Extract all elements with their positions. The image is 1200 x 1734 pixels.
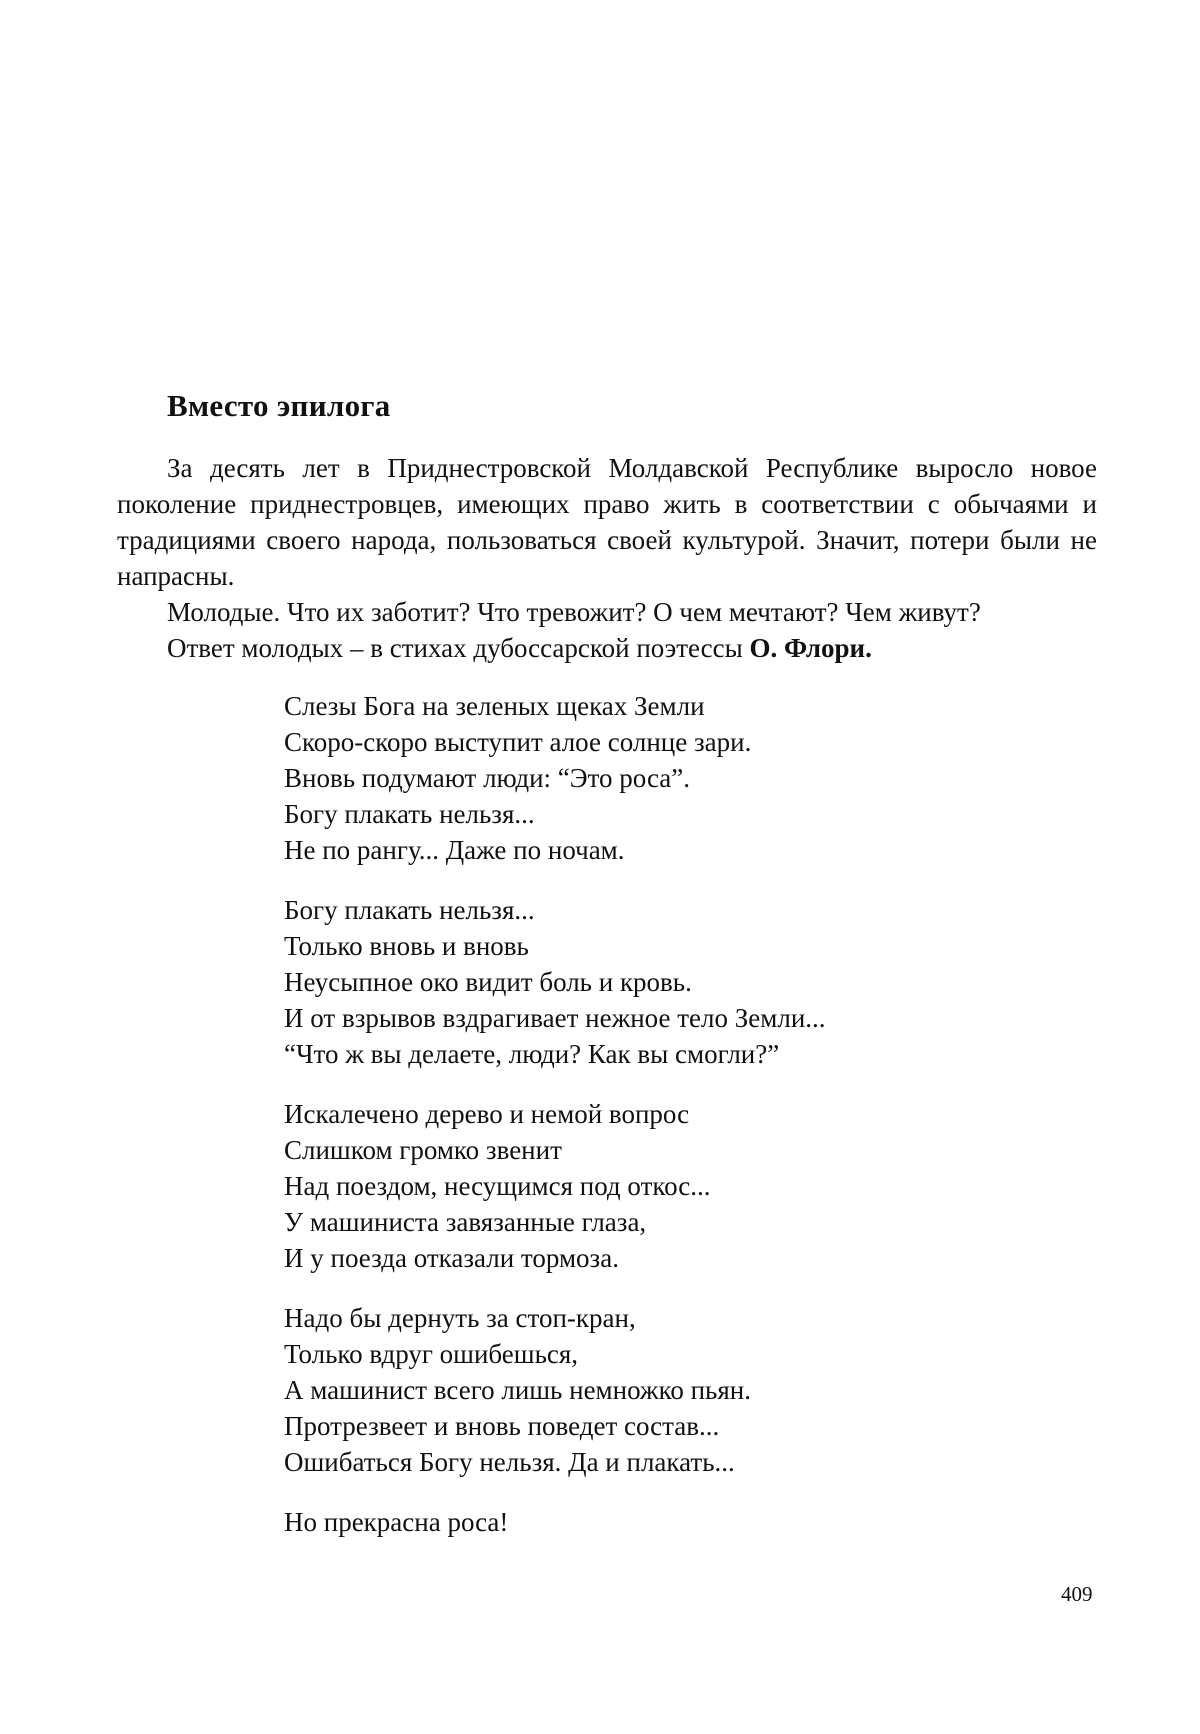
prose-paragraph-3: [117, 630, 1097, 666]
prose-paragraph-1: За десять лет в Приднестровской Молдавской Республике выросло новое поколение приднестровцев, имеющих право жить в соответствии с обычаями и традициями своего народа, пользоваться своей культурой. Значит, потери были не напрасны.: [117, 453, 1097, 591]
poem-line: Только вновь и вновь: [284, 931, 529, 961]
poem-line: Слишком громко звенит: [284, 1135, 562, 1165]
poem-line: Богу плакать нельзя...: [284, 799, 535, 829]
poem-line: А машинист всего лишь немножко пьян.: [284, 1375, 751, 1405]
poem-line: Слезы Бога на зеленых щеках Земли: [284, 691, 705, 721]
prose-paragraph-3-text: Ответ молодых – в стихах дубоссарской поэтессы: [167, 633, 750, 663]
chapter-heading: Вместо эпилога: [167, 388, 391, 423]
poem-line: Но прекрасна роса!: [284, 1507, 509, 1537]
poem-stanza-5: [284, 1504, 826, 1540]
poem-line: “Что ж вы делаете, люди? Как вы смогли?”: [284, 1039, 780, 1069]
poem-line: Вновь подумают люди: “Это роса”.: [284, 763, 690, 793]
poem-line: Неусыпное око видит боль и кровь.: [284, 967, 692, 997]
poem-stanza-2: [284, 892, 826, 1072]
poet-name: О. Флори.: [749, 633, 872, 663]
poem-line: Богу плакать нельзя...: [284, 895, 535, 925]
poem-line: Не по рангу... Даже по ночам.: [284, 835, 625, 865]
prose-paragraph-2: Молодые. Что их заботит? Что тревожит? О чем мечтают? Чем живут?: [167, 597, 981, 627]
prose-block: [117, 450, 1097, 666]
poem-line: Только вдруг ошибешься,: [284, 1339, 579, 1369]
poem-stanza-3: [284, 1096, 826, 1276]
poem-stanza-4: [284, 1300, 826, 1480]
poem-line: Ошибаться Богу нельзя. Да и плакать...: [284, 1447, 735, 1477]
poem-line: Искалечено дерево и немой вопрос: [284, 1099, 690, 1129]
poem-line: Протрезвеет и вновь поведет состав...: [284, 1411, 720, 1441]
poem-line: Надо бы дернуть за стоп-кран,: [284, 1303, 636, 1333]
poem: [284, 688, 826, 1564]
poem-line: И у поезда отказали тормоза.: [284, 1243, 619, 1273]
poem-line: У машиниста завязанные глаза,: [284, 1207, 647, 1237]
page-number: 409: [1061, 1582, 1093, 1606]
poem-stanza-1: [284, 688, 826, 868]
poem-line: Над поездом, несущимся под откос...: [284, 1171, 711, 1201]
poem-line: И от взрывов вздрагивает нежное тело Земли...: [284, 1003, 826, 1033]
poem-line: Скоро-скоро выступит алое солнце зари.: [284, 727, 752, 757]
